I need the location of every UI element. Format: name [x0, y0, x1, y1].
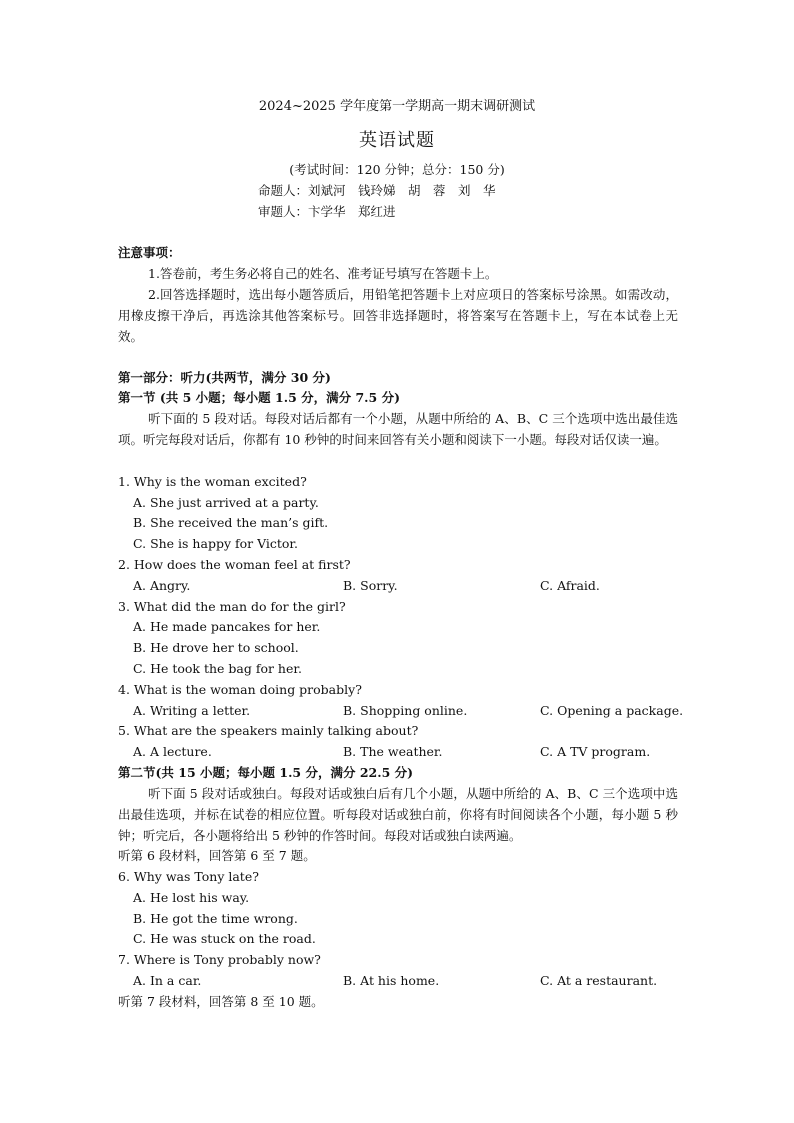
option-b: B. The weather. — [343, 744, 443, 759]
notes-heading: 注意事项： — [118, 245, 181, 260]
option-c: C. Opening a package. — [540, 703, 684, 718]
question-stem: 1. Why is the woman excited? — [118, 474, 307, 489]
section1-instructions: 听下面的 5 段对话。每段对话后都有一个小题，从题中所给的 A、B、C 三个选项中选出最佳选项。听完每段对话后，你都有 10 秒钟的时间来回答有关小题和阅读下一小题。每段对话仅读一遍。 — [118, 411, 678, 447]
exam-info: (考试时间：120 分钟；总分：150 分) — [289, 162, 505, 177]
part1-heading: 第一部分：听力(共两节，满分 30 分) — [118, 370, 331, 385]
option-a: A. Writing a letter. — [133, 703, 251, 718]
option-a: A. She just arrived at a party. — [133, 495, 319, 510]
option-c: C. At a restaurant. — [540, 973, 658, 988]
question-stem: 4. What is the woman doing probably? — [118, 682, 362, 697]
material-6-note: 听第 6 段材料，回答第 6 至 7 题。 — [118, 848, 316, 863]
section2-heading: 第二节(共 15 小题；每小题 1.5 分，满分 22.5 分) — [118, 765, 414, 780]
question-stem: 3. What did the man do for the girl? — [118, 599, 346, 614]
option-b: B. She received the man’s gift. — [133, 515, 329, 530]
option-c: C. He was stuck on the road. — [133, 931, 316, 946]
option-c: C. A TV program. — [540, 744, 651, 759]
question-stem: 2. How does the woman feel at first? — [118, 557, 351, 572]
option-c: C. She is happy for Victor. — [133, 536, 299, 551]
note-item-1: 1.答卷前，考生务必将自己的姓名、准考证号填写在答题卡上。 — [148, 266, 498, 281]
option-b: B. He got the time wrong. — [133, 911, 298, 926]
authors-line: 命题人：刘斌河 钱玲娣 胡 蓉 刘 华 — [258, 183, 496, 198]
option-c: C. He took the bag for her. — [133, 661, 302, 676]
option-b: B. Sorry. — [343, 578, 398, 593]
note-item-2: 2.回答选择题时，选出每小题答质后，用铅笔把答题卡上对应项日的答案标号涂黑。如需改动，用橡皮擦干净后，再选涂其他答案标号。回答非选择题时，将答案写在答题卡上，写在本试卷上无效。 — [118, 287, 678, 344]
option-a: A. He made pancakes for her. — [133, 619, 321, 634]
question-stem: 6. Why was Tony late? — [118, 869, 259, 884]
option-b: B. At his home. — [343, 973, 440, 988]
option-c: C. Afraid. — [540, 578, 600, 593]
question-stem: 7. Where is Tony probably now? — [118, 952, 321, 967]
question-stem: 5. What are the speakers mainly talking about? — [118, 723, 419, 738]
option-a: A. He lost his way. — [133, 890, 250, 905]
exam-year-title: 2024~2025 学年度第一学期高一期末调研测试 — [258, 99, 536, 114]
section1-heading: 第一节 (共 5 小题；每小题 1.5 分，满分 7.5 分) — [118, 390, 400, 405]
option-b: B. He drove her to school. — [133, 640, 299, 655]
option-a: A. In a car. — [133, 973, 202, 988]
option-a: A. A lecture. — [133, 744, 212, 759]
section2-instructions: 听下面 5 段对话或独白。每段对话或独白后有几个小题，从题中所给的 A、B、C 三个选项中选出最佳选项，并标在试卷的相应位置。听每段对话或独白前，你将有时间阅读各个小题，每小题 5 秒钟；听完后，各小题将给出 5 秒钟的作答时间。每段对话或独白读两遍。 — [118, 786, 678, 843]
option-b: B. Shopping online. — [343, 703, 468, 718]
option-a: A. Angry. — [133, 578, 191, 593]
material-7-note: 听第 7 段材料，回答第 8 至 10 题。 — [118, 994, 324, 1009]
subject-title: 英语试题 — [359, 130, 435, 151]
reviewers-line: 审题人：卞学华 郑红进 — [258, 204, 396, 219]
